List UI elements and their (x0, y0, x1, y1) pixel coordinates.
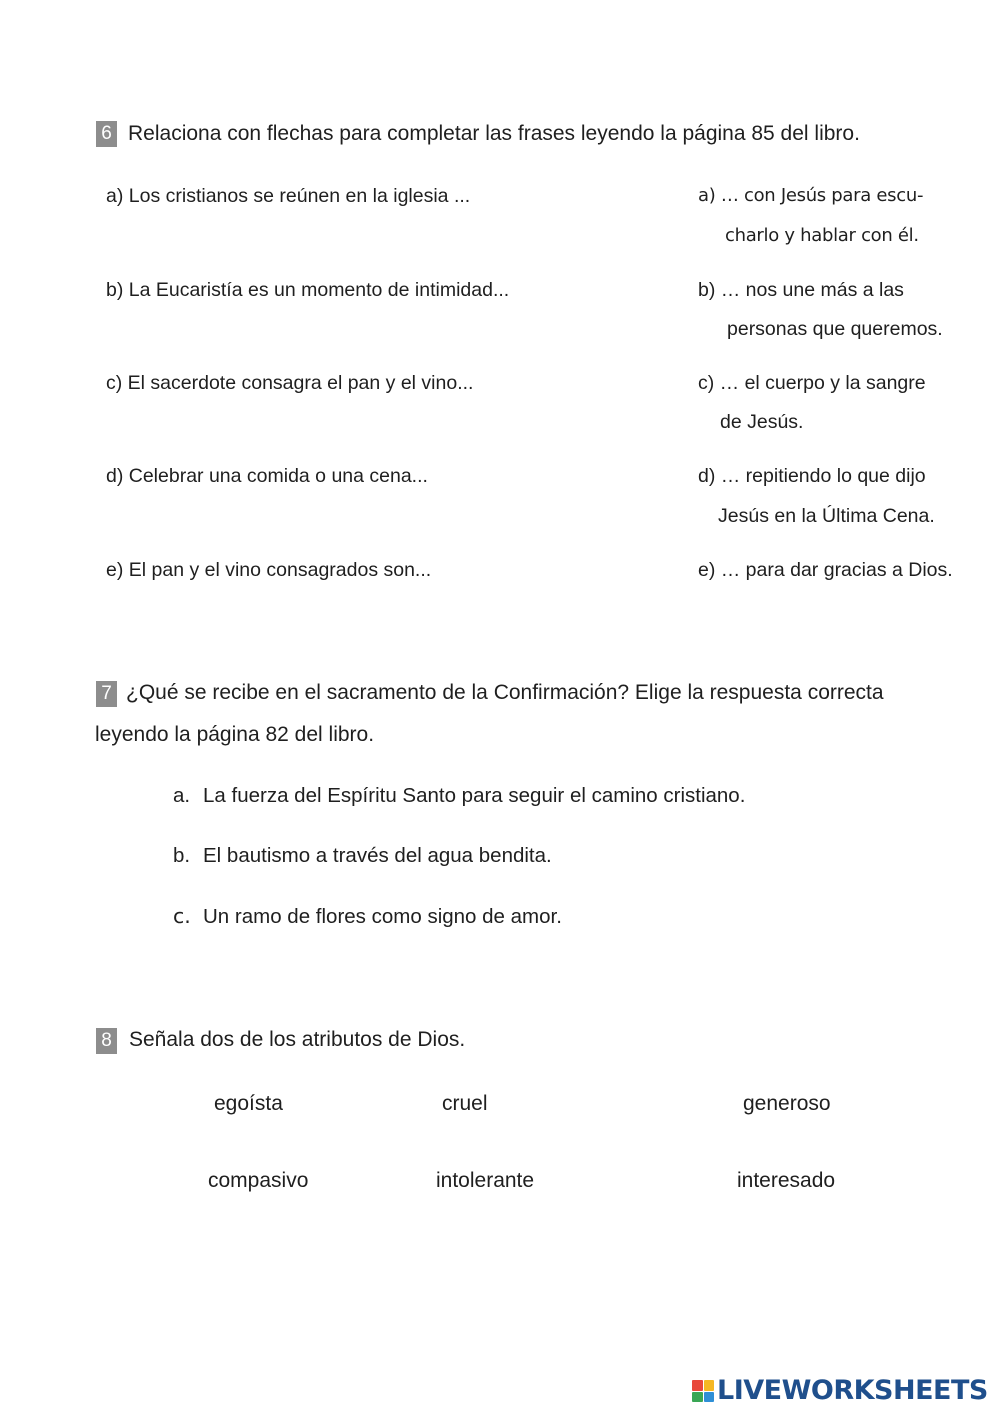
match-right-b-line1: b) … nos une más a las (698, 279, 904, 301)
option-c[interactable] (173, 903, 562, 930)
option-c-letter: c. (173, 904, 191, 928)
option-b-letter: b. (173, 844, 191, 867)
match-right-a-line1: a) … con Jesús para escu- (698, 185, 924, 206)
match-right-a-line2: charlo y hablar con él. (725, 225, 919, 246)
match-left-b: b) La Eucaristía es un momento de intimidad... (106, 279, 510, 301)
word-egoista[interactable]: egoísta (214, 1092, 283, 1115)
logo-grid-icon (692, 1380, 714, 1402)
question-7-number: 7 (96, 681, 117, 707)
match-right-c-line2: de Jesús. (720, 411, 804, 433)
match-left-a: a) Los cristianos se reúnen en la iglesia ... (106, 185, 471, 207)
match-right-d-line2: Jesús en la Última Cena. (718, 505, 935, 527)
question-6-number: 6 (96, 121, 117, 147)
match-left-e: e) El pan y el vino consagrados son... (106, 559, 432, 581)
word-interesado[interactable]: interesado (737, 1169, 836, 1192)
match-right-b-line2: personas que queremos. (727, 318, 943, 340)
liveworksheets-logo (692, 1376, 988, 1406)
word-cruel[interactable]: cruel (442, 1092, 488, 1115)
question-7-prompt-line1: ¿Qué se recibe en el sacramento de la Confirmación? Elige la respuesta correcta (126, 681, 884, 704)
word-generoso[interactable]: generoso (743, 1092, 831, 1115)
option-a[interactable] (173, 783, 745, 809)
option-a-letter: a. (173, 784, 191, 807)
word-intolerante[interactable]: intolerante (436, 1169, 535, 1192)
match-right-d-line1: d) … repitiendo lo que dijo (698, 465, 926, 487)
match-right-e-line1: e) … para dar gracias a Dios. (698, 559, 953, 581)
question-8-prompt: Señala dos de los atributos de Dios. (129, 1028, 466, 1051)
match-left-d: d) Celebrar una comida o una cena... (106, 465, 428, 487)
question-7-prompt-line2: leyendo la página 82 del libro. (95, 723, 375, 746)
option-b-text: El bautismo a través del agua bendita. (203, 844, 552, 867)
option-a-text: La fuerza del Espíritu Santo para seguir el camino cristiano. (203, 784, 746, 807)
question-8-number: 8 (96, 1028, 117, 1054)
logo-text: LIVEWORKSHEETS (717, 1375, 988, 1406)
match-left-c: c) El sacerdote consagra el pan y el vino... (106, 372, 474, 394)
option-c-text: Un ramo de flores como signo de amor. (203, 905, 562, 928)
word-compasivo[interactable]: compasivo (208, 1169, 309, 1192)
option-b[interactable] (173, 843, 552, 869)
match-right-c-line1: c) … el cuerpo y la sangre (698, 372, 926, 394)
question-6-prompt: Relaciona con flechas para completar las frases leyendo la página 85 del libro. (128, 122, 860, 145)
